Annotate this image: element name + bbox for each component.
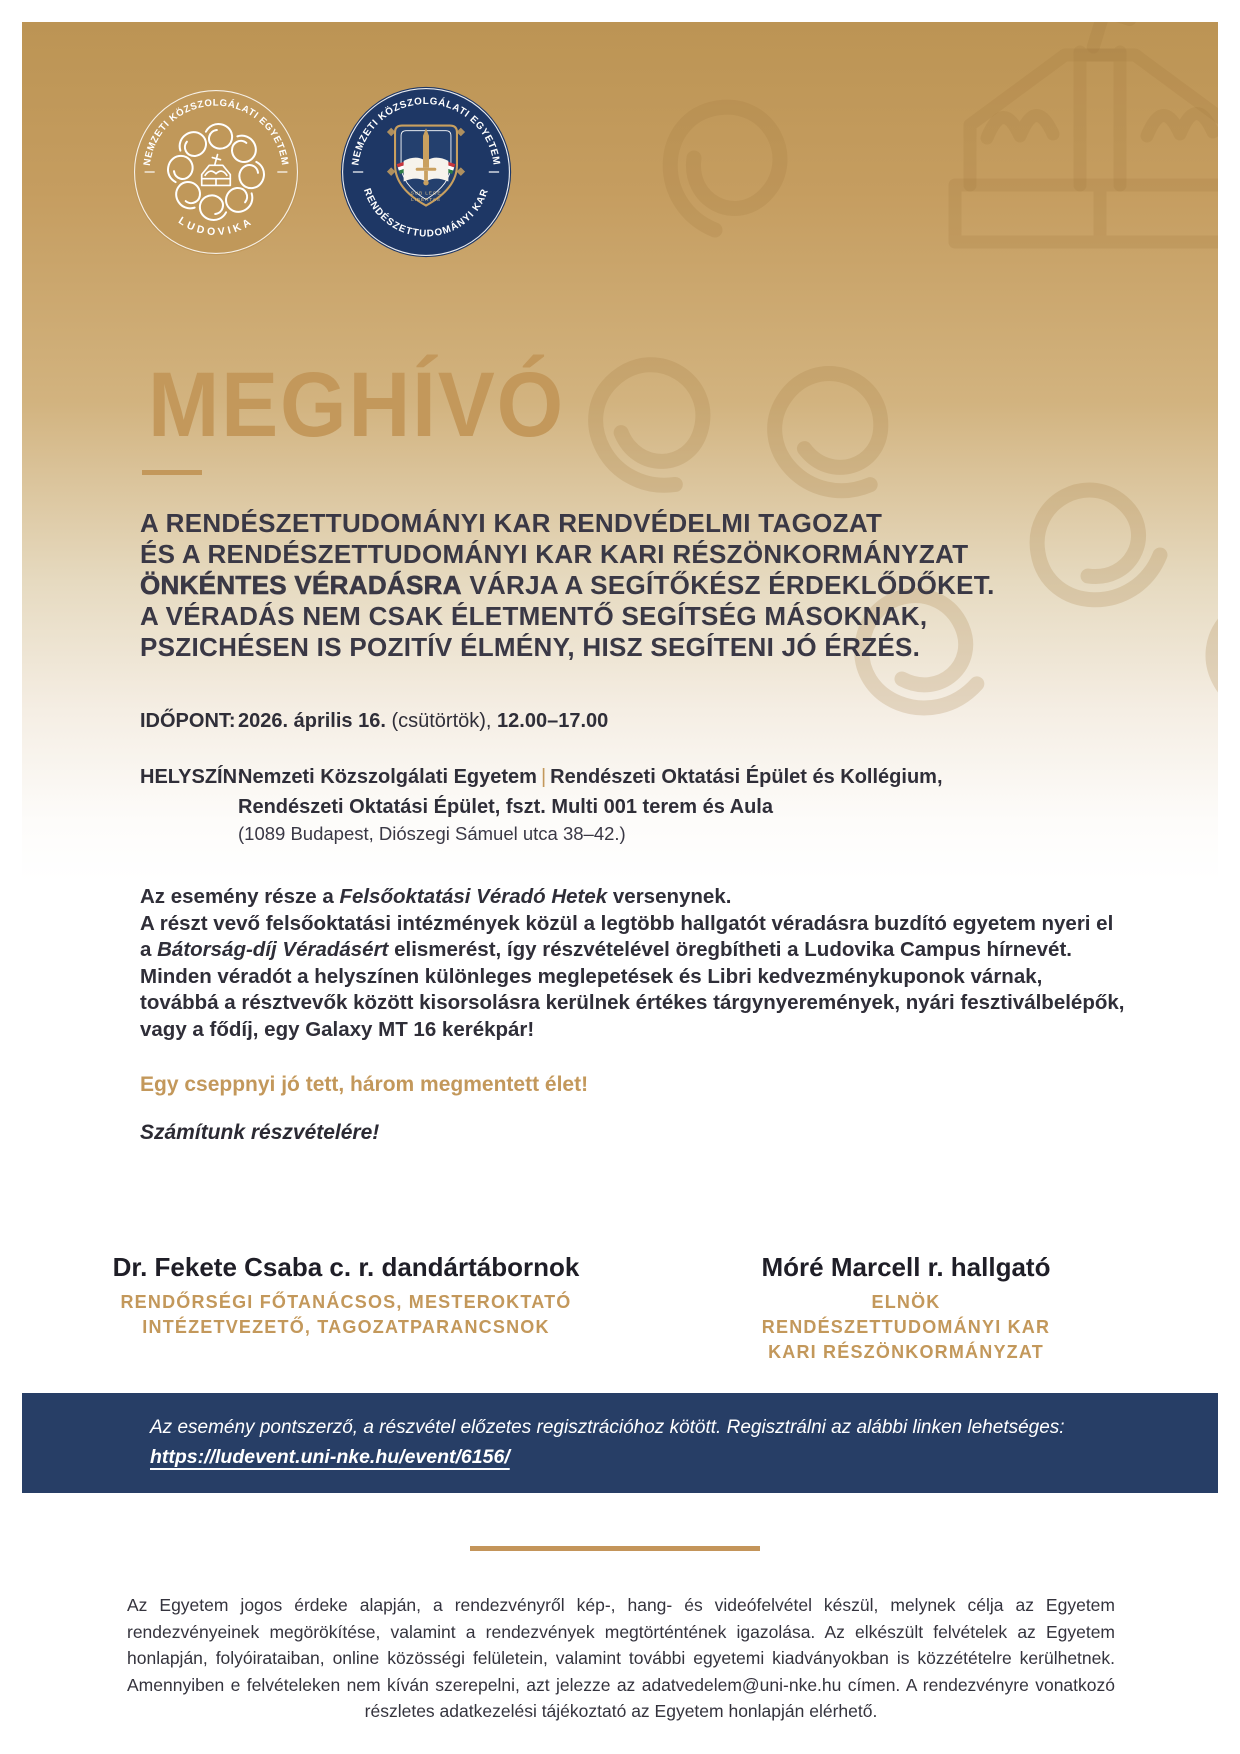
date-value xyxy=(238,710,608,733)
date-label: IDŐPONT: xyxy=(140,710,236,732)
body-line-5: továbbá a résztvevők között kisorsolásra kerülnek értékes tárgynyeremények, nyári fesztiválbelépők, xyxy=(140,991,1125,1014)
location-address: (1089 Budapest, Diószegi Sámuel utca 38–42.) xyxy=(238,823,626,844)
rtk-arc-bottom-label: RENDÉSZETTUDOMÁNYI KAR xyxy=(360,186,492,240)
rtk-motto-line2: LIBERTAS xyxy=(411,197,441,203)
registration-text: Az esemény pontszerző, a részvétel előzetes regisztrációhoz kötött. Regisztrálni az alábbi linken lehetséges: xyxy=(150,1417,1065,1438)
location-university: Nemzeti Közszolgálati Egyetem xyxy=(238,766,537,788)
body-line-4: Minden véradót a helyszínen különleges meglepetések és Libri kedvezménykuponok várnak, xyxy=(140,964,1043,988)
intro-paragraph xyxy=(140,508,1000,663)
location-building: Rendészeti Oktatási Épület és Kollégium, xyxy=(550,766,943,788)
location-room: Rendészeti Oktatási Épület, fszt. Multi 001 terem és Aula xyxy=(238,796,773,818)
registration-banner xyxy=(22,1393,1218,1493)
rtk-arc-top-label: NEMZETI KÖZSZOLGÁLATI EGYETEM xyxy=(350,96,502,167)
registration-link[interactable]: https://ludevent.uni-nke.hu/event/6156/ xyxy=(150,1445,510,1468)
signature-right-title-1: ELNÖK xyxy=(871,1292,941,1312)
body-line-2: A részt vevő felsőoktatási intézmények közül a legtöbb hallgatót véradásra buzdító egyetem nyeri el xyxy=(140,911,1114,935)
event-date: 2026. április 16. xyxy=(238,710,386,732)
signature-left-title-1: RENDŐRSÉGI FŐTANÁCSOS, MESTEROKTATÓ xyxy=(120,1292,572,1312)
slogan: Egy cseppnyi jó tett, három megmentett élet! xyxy=(140,1073,589,1096)
intro-line-3-bold: ÖNKÉNTES VÉRADÁSRA xyxy=(140,570,462,600)
intro-line-2: ÉS A RENDÉSZETTUDOMÁNYI KAR KARI RÉSZÖNKORMÁNYZAT xyxy=(140,539,969,569)
intro-line-4: A VÉRADÁS NEM CSAK ÉLETMENTŐ SEGÍTSÉG MÁSOKNAK, xyxy=(140,601,928,631)
location-value xyxy=(238,766,943,845)
rtk-motto-line1: SUB LEGE xyxy=(410,191,442,197)
signature-left-title-2: INTÉZETVEZETŐ, TAGOZATPARANCSNOK xyxy=(142,1317,550,1337)
event-description xyxy=(140,884,1150,1043)
law-enforcement-faculty-seal xyxy=(340,86,512,258)
intro-line-1: A RENDÉSZETTUDOMÁNYI KAR RENDVÉDELMI TAGOZAT xyxy=(140,508,883,538)
signature-right-title-2: RENDÉSZETTUDOMÁNYI KAR xyxy=(761,1317,1051,1337)
signature-left-name: Dr. Fekete Csaba c. r. dandártábornok xyxy=(112,1252,580,1282)
title-divider xyxy=(142,470,202,475)
event-weekday: (csütörtök), xyxy=(391,710,492,732)
location-label: HELYSZÍN: xyxy=(140,766,244,788)
body-line-1-em: Felsőoktatási Véradó Hetek xyxy=(339,885,608,908)
signature-left xyxy=(86,1252,606,1340)
body-line-3-em: Bátorság-díj Véradásért xyxy=(157,938,389,961)
body-line-3-pre: a xyxy=(140,938,152,961)
signature-right xyxy=(686,1252,1126,1365)
intro-line-5: PSZICHÉSEN IS POZITÍV ÉLMÉNY, HISZ SEGÍTENI JÓ ÉRZÉS. xyxy=(140,632,921,662)
ludovika-university-seal xyxy=(132,88,300,256)
event-time: 12.00–17.00 xyxy=(497,710,609,732)
ludovika-arc-bottom-label: LUDOVIKA xyxy=(176,214,256,239)
privacy-notice: Az Egyetem jogos érdeke alapján, a rendezvényről kép-, hang- és videófelvétel készül, melynek célja az Egyetem rendezvényeinek megörökítése, valamint a rendezvények megtörténtének igazolása. Az elkészült felvételek az Egyetem honlapján, folyóirataiban, online közösségi felületein, valamint további egyetemi kiadványokban is közzétételre kerülhetnek. Amennyiben e felvételeken nem kíván szerepelni, azt jelezze az adatvedelem@uni-nke.hu címen. A rendezvényre vonatkozó részletes adatkezelési tájékoztató az Egyetem honlapján elérhető. xyxy=(127,1595,1115,1721)
page-title: MEGHÍVÓ xyxy=(148,354,566,456)
body-line-1-pre: Az esemény része a xyxy=(140,885,334,908)
body-line-3-post: elismerést, így részvételével öregbítheti a Ludovika Campus hírnevét. xyxy=(394,938,1072,961)
signature-right-title-3: KARI RÉSZÖNKORMÁNYZAT xyxy=(768,1342,1044,1362)
ludovika-arc-top-label: NEMZETI KÖZSZOLGÁLATI EGYETEM xyxy=(141,97,291,167)
invitation-sheet xyxy=(22,22,1218,1732)
intro-line-3-rest: VÁRJA A SEGÍTŐKÉSZ ÉRDEKLŐDŐKET. xyxy=(469,570,995,600)
body-line-6: vagy a fődíj, egy Galaxy MT 16 kerékpár! xyxy=(140,1017,535,1041)
signature-right-name: Móré Marcell r. hallgató xyxy=(761,1252,1051,1282)
location-separator: | xyxy=(540,766,547,788)
footer-divider xyxy=(470,1546,760,1551)
closing-line: Számítunk részvételére! xyxy=(140,1121,380,1144)
body-line-1-post: versenynek. xyxy=(612,885,732,908)
